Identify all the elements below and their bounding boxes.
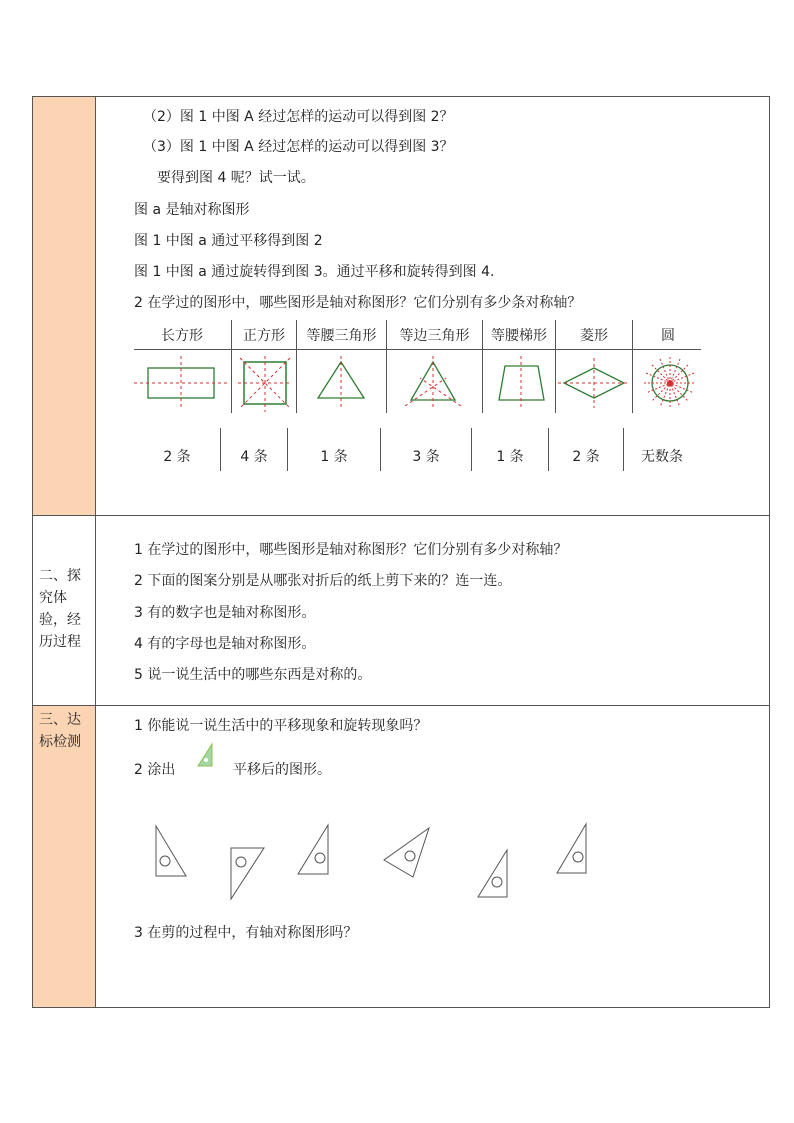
- answer-line: 图 1 中图 a 通过平移得到图 2: [134, 233, 323, 249]
- count-circle: 无数条: [641, 449, 683, 465]
- answer-line: 图 a 是轴对称图形: [134, 202, 250, 218]
- count-isosceles-triangle: 1 条: [320, 449, 348, 465]
- question-line: （2）图 1 中图 A 经过怎样的运动可以得到图 2？: [143, 109, 454, 125]
- explore-line: 5 说一说生活中的哪些东西是对称的。: [134, 667, 372, 683]
- check-question-2-prefix: 2 涂出: [134, 762, 176, 778]
- count-isosceles-trapezoid: 1 条: [496, 449, 524, 465]
- header-isosceles-trapezoid: 等腰梯形: [491, 328, 547, 344]
- triangle-option-1: [156, 826, 186, 876]
- header-rectangle: 长方形: [161, 328, 203, 344]
- count-rectangle: 2 条: [163, 449, 191, 465]
- check-question-3: 3 在剪的过程中，有轴对称图形吗？: [134, 925, 358, 941]
- explore-line: 1 在学过的图形中，哪些图形是轴对称图形？它们分别有多少对称轴？: [134, 542, 568, 558]
- header-circle: 圆: [661, 328, 675, 344]
- triangle-option-4: [384, 828, 429, 877]
- answer-line: 图 1 中图 a 通过旋转得到图 3。通过平移和旋转得到图 4.: [134, 264, 495, 280]
- triangle-option-3: [298, 825, 328, 874]
- check-question-1: 1 你能说一说生活中的平移现象和旋转现象吗？: [134, 718, 428, 734]
- count-square: 4 条: [240, 449, 268, 465]
- header-isosceles-triangle: 等腰三角形: [306, 328, 377, 344]
- check-question-2-suffix: 平移后的图形。: [233, 762, 331, 778]
- triangle-option-2: [231, 848, 264, 899]
- triangle-option-6: [557, 824, 586, 873]
- count-rhombus: 2 条: [572, 449, 600, 465]
- explore-line: 4 有的字母也是轴对称图形。: [134, 636, 316, 652]
- question-line: 要得到图 4 呢？试一试。: [157, 170, 315, 186]
- section2-label: 二、探究体验，经历过程: [39, 568, 81, 650]
- explore-line: 2 下面的图案分别是从哪张对折后的纸上剪下来的？连一连。: [134, 573, 512, 589]
- explore-line: 3 有的数字也是轴对称图形。: [134, 605, 316, 621]
- section3-label: 三、达标检测: [39, 712, 81, 750]
- header-rhombus: 菱形: [580, 328, 608, 344]
- count-equilateral-triangle: 3 条: [412, 449, 440, 465]
- question-line: （3）图 1 中图 A 经过怎样的运动可以得到图 3？: [143, 139, 454, 155]
- header-square: 正方形: [243, 328, 285, 344]
- triangle-option-5: [478, 850, 507, 897]
- question-line: 2 在学过的图形中，哪些图形是轴对称图形？它们分别有多少条对称轴？: [134, 295, 582, 311]
- header-equilateral-triangle: 等边三角形: [399, 328, 470, 344]
